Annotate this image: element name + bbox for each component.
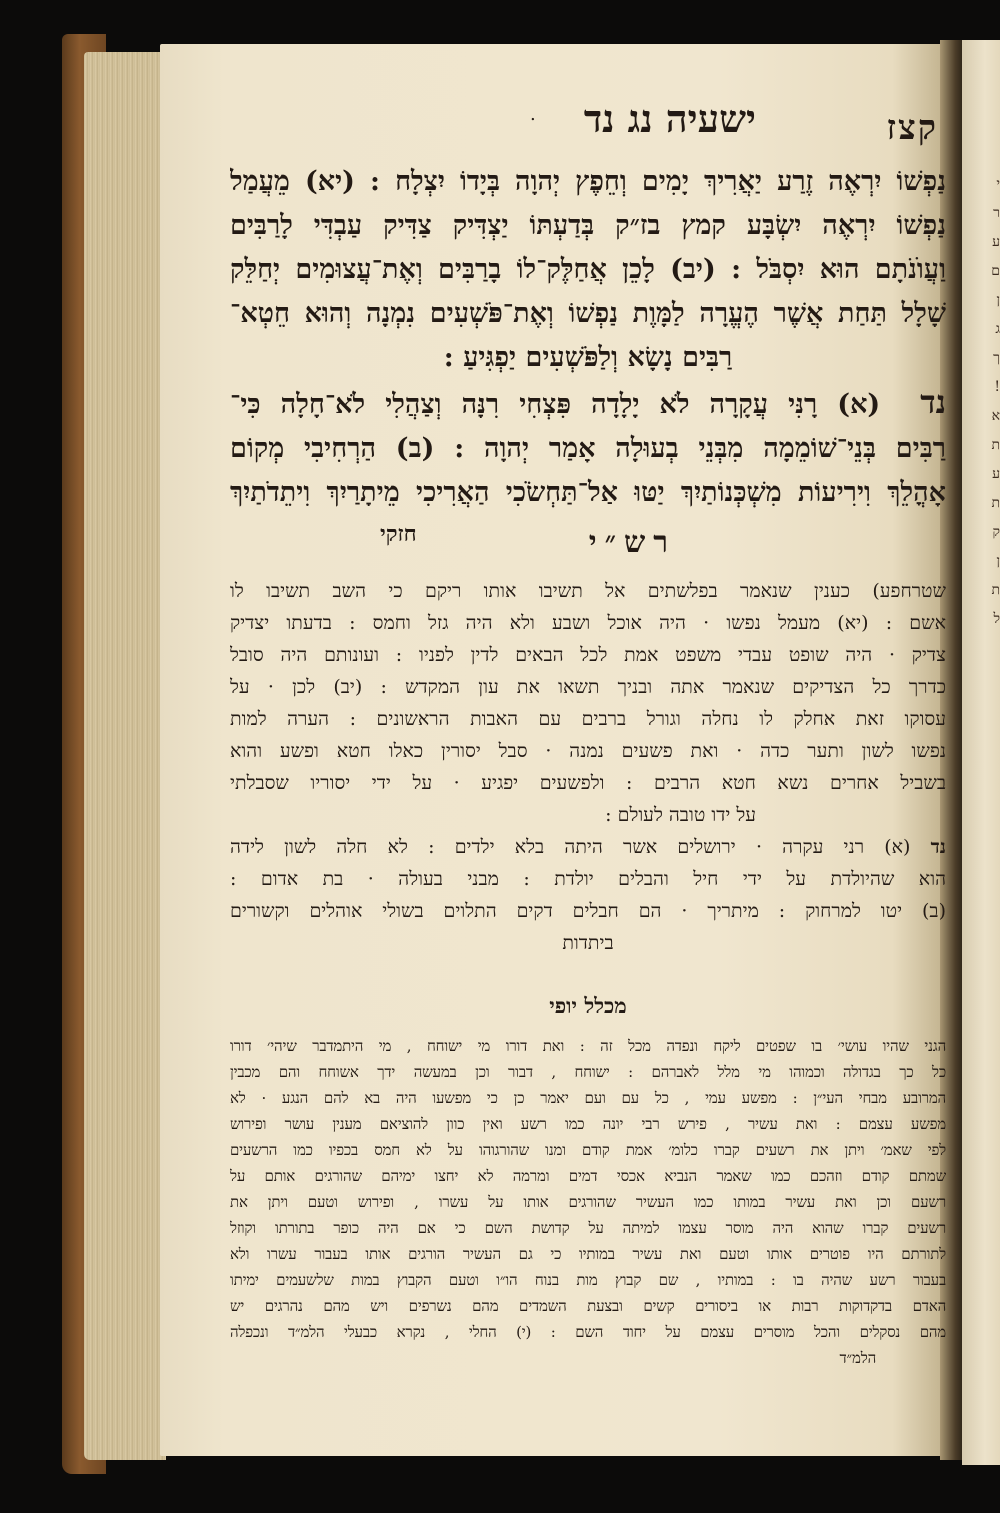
commentary-line: כדרך כל הצדיקים שנאמר אתה ובניך תשאו את עון המקדש : (יב) לכן · על xyxy=(230,676,946,698)
running-title: ישעיה נג נד xyxy=(583,96,756,141)
page-number: קצז xyxy=(886,108,938,148)
commentary-line: (ב) יטו למרחוק : מיתריך · הם חבלים דקים התלוים בשולי אוהלים וקשורים xyxy=(230,900,946,922)
verse-line xyxy=(230,380,946,427)
verse-line: שָׁלָל תַּחַת אֲשֶׁר הֶעֱרָה לַמָּוֶת נַפְשׁוֹ וְאֶת־פֹּשְׁעִים נִמְנָה וְהוּא חֵטְא־ xyxy=(230,298,946,329)
commentary-line: הלמ״ד xyxy=(839,1349,876,1367)
commentary-line: בעבור רשע שהיה בו : במותיו , שם קבוץ מות בנוח הו״ו וטעם הקבוץ במות שלשעמים ימיתו xyxy=(230,1271,946,1289)
commentary-line: המרובע מבחי העי״ן : מפשע עמי , כל עם ועם יאמר כן כי מפשעו היה בא להם הנגע · לא xyxy=(230,1089,946,1107)
facing-page-fragment: א xyxy=(991,408,1000,424)
commentary-line: ביתדות xyxy=(562,932,614,954)
commentary-line: הוא שהיולדת על ידי חיל והבלים יולדת : מבני בעולה · בת אדום : xyxy=(230,868,946,890)
facing-page-fragment: י xyxy=(996,176,1000,192)
facing-page-fragment: ת xyxy=(991,495,1000,511)
commentary-line: רשעם וכן ואת עשיר במותו כמו העשיר שהורגים אותו על עשרו , ופירוש וטעם ויתן את xyxy=(230,1193,946,1211)
commentary-headings xyxy=(230,521,946,565)
facing-page-fragment: ע xyxy=(992,234,1000,250)
scripture-text xyxy=(230,160,946,515)
page-text xyxy=(230,96,946,1371)
facing-page-fragment: ת xyxy=(991,437,1000,453)
facing-page-fragment: ג xyxy=(995,321,1000,337)
verse-line: נַפְשׁוֹ יִרְאֶה יִשְׂבָּע קמץ בז״ק בְּדַעְתּוֹ יַצְדִּיק צַדִּיק עַבְדִּי לָרַבִּים xyxy=(230,210,946,241)
commentary-line: אשם : (יא) מעמל נפשו · היה אוכל ושבע ולא היה גזל וחמס : בדעתו יצדיק xyxy=(230,612,946,634)
facing-page-fragment: ת xyxy=(991,582,1000,598)
commentary-line: כל כך בגדולה וכמוהו מי מלל לאברהם : ישוחח , דבור וכן במעשה ידך אשוחח והם מכבין xyxy=(230,1063,946,1081)
verse-line: רַבִּים נָשָׂא וְלַפֹּשְׁעִים יַפְגִּיעַ : xyxy=(443,342,733,373)
page-header xyxy=(230,96,946,156)
commentary-line: רשעים קברו שהוא היה מוסר עצמו למיתה על קדושת השם כי אם היה כופר בתורתו וקוזל xyxy=(230,1219,946,1237)
commentary-line: שמתם קודם וזהכם כמו שאמר הנביא אכסי דמים ומרמה לא יחצו ימיהם שהורגים אותם על xyxy=(230,1167,946,1185)
facing-page-text xyxy=(964,170,1000,634)
commentary-line: נפשו לשון ותער כדה · ואת פשעים נמנה · סבל יסורין כאלו חטא ופשע והוא xyxy=(230,740,946,762)
chapter-marker: נד xyxy=(930,836,946,858)
facing-page-fragment: ע xyxy=(992,466,1000,482)
commentary-line: הגני שהיו עושי׳ בו שפטים ליקח ונפדה מכל זה : ואת דורו מי ישוחח , מי היתמדבר שיהי׳ דורו xyxy=(230,1037,946,1055)
chapter-marker: נד xyxy=(920,383,946,421)
commentary-line: על ידו טובה לעולם : xyxy=(605,804,756,826)
commentary-line: שטרחפע) כענין שנאמר בפלשתים אל תשיבו אותו ריקם כי השב תשיבו לו xyxy=(230,580,946,602)
verse-line: וַעֲוֺנֹתָם הוּא יִסְבֹּל : (יב) לָכֵן אֲחַלֶּק־לוֹ בָרַבִּים וְאֶת־עֲצוּמִים יְחַלֵּק xyxy=(230,254,946,285)
facing-page-fragment: ר xyxy=(993,205,1000,221)
rashi-heading: רש״י xyxy=(588,525,676,560)
commentary-line: האדם בדקדוקות רבות או ביסורים קשים ובצעת השמדים מהם נשרפים ויש מהם נהרגים יש xyxy=(230,1297,946,1315)
commentary-line: לפי שאמ׳ ויתן את רשעים קברו כלומ׳ אמת קודם ומנו שהורגוהו על לא חמס בכפיו כמו הרשעים xyxy=(230,1141,946,1159)
facing-page-fragment: ם xyxy=(991,263,1000,279)
facing-page-fragment: ן xyxy=(996,553,1000,569)
verse-line: רַבִּים בְּנֵי־שׁוֹמֵמָה מִבְּנֵי בְעוּלָה אָמַר יְהוָה : (ב) הַרְחִיבִי מְקוֹם xyxy=(230,433,946,464)
commentary-line: עסוקו זאת אחלק לו נחלה וגורל ברבים עם האבות הראשונים : הערה למות xyxy=(230,708,946,730)
verse-line: אָהֳלֵךְ וִירִיעוֹת מִשְׁכְּנוֹתַיִךְ יַטּוּ אַל־תַּחְשֹׂכִי הַאֲרִיכִי מֵיתָרַיִךְ וִיתֵדֹתַיִךְ xyxy=(230,477,946,508)
facing-page-fragment: ! xyxy=(994,379,1000,395)
rashi-commentary xyxy=(230,575,946,959)
chizkuni-heading: חזקי xyxy=(380,521,417,547)
commentary-line: צדיק · היה שופט עבדי משפט אמת לכל הבאים לדין לפניו : ועונותם היה סובל xyxy=(230,644,946,666)
commentary-line: מהם נסקלים והכל מוסרים עצמם על יחוד השם : (י) החלי , נקרא כבעלי הלמ״ד ונכפלה xyxy=(230,1323,946,1341)
page-edges xyxy=(84,52,166,1460)
facing-page-fragment: ל xyxy=(993,611,1000,627)
commentary-line xyxy=(230,831,946,863)
facing-page-edge xyxy=(962,40,1000,1465)
commentary-text: (א) רני עקרה · ירושלים אשר היתה בלא ילדים : לא חלה לשון לידה xyxy=(230,836,911,858)
verse-line: נַפְשׁוֹ יִרְאֶה זֶרַע יַאֲרִיךְ יָמִים וְחֵפֶץ יְהוָה בְּיָדוֹ יִצְלָח : (יא) מֵעֲמַל xyxy=(230,166,946,197)
commentary-line: לתורתם היו פוטרים אותו וטעם ואת עשיר במותיו כי גם העשיר הורגים אותו בעבור עשרו ולא xyxy=(230,1245,946,1263)
michlal-yofi-heading: מכלל יופי xyxy=(549,993,627,1018)
header-dot: . xyxy=(530,104,536,125)
facing-page-fragment: ק xyxy=(992,524,1000,540)
commentary-line: מפשע עצמם : ואת עשיר , פירש רבי יונה כמו רשע ואין כוון להוציאם מענין עושר ופירוש xyxy=(230,1115,946,1133)
facing-page-fragment: ך xyxy=(993,350,1000,366)
commentary-line: בשביל אחרים נשא חטא הרבים : ולפשעים יפגיע · על ידי יסוריו שסבלתי xyxy=(230,772,946,794)
verse-text: (א) רָנִּי עֲקָרָה לֹא יָלָדָה פִּצְחִי רִנָּה וְצַהֲלִי לֹא־חָלָה כִּי־ xyxy=(230,389,881,420)
facing-page-fragment: ן xyxy=(996,292,1000,308)
michlal-yofi-commentary xyxy=(230,1033,946,1371)
